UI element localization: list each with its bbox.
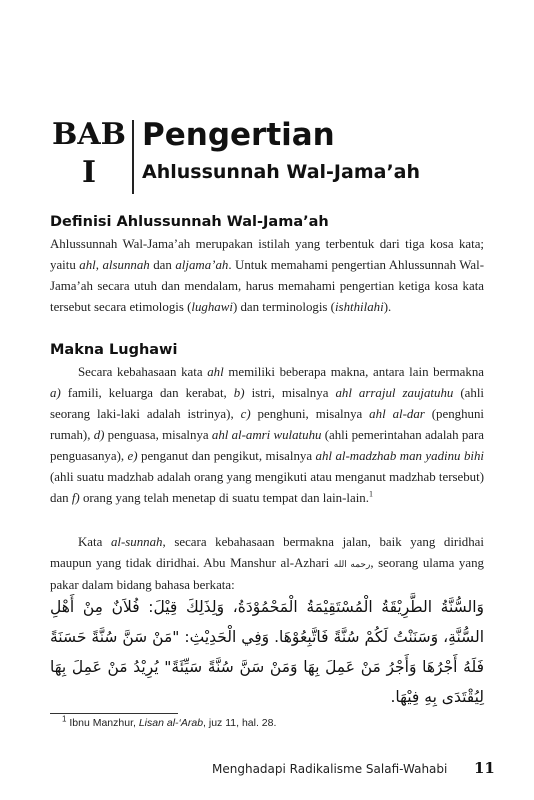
running-footer — [212, 760, 512, 780]
chapter-number: I — [81, 155, 97, 190]
honorific-glyph: رحمه الله — [333, 559, 371, 569]
paragraph-makna-ahl: Secara kebahasaan kata ahl memiliki beberapa makna, antara lain bermakna a) famili, keluarga dan kerabat, b) istri, misalnya ahl arrajul zaujatuhu (ahli seorang laki-laki adalah istrinya), c) penghuni, misalnya ahl al-dar (penghuni rumah), d) penguasa, misalnya ahl al-amri wulatuhu (ahli pemerintahan adalah para penguasanya), e) penganut dan pengikut, misalnya ahl al-madzhab man yadinu bihi (ahli suatu madzhab adalah orang yang mengikuti atau menganut madzhab tersebut) dan f) orang yang telah menetap di suatu tempat dan lain-lain.$^1$ — [50, 365, 485, 505]
chapter-label: BAB — [52, 117, 126, 152]
paragraph-makna-sunnah: Kata al-sunnah, secara kebahasaan bermakna jalan, baik yang diridhai maupun yang tidak diridhai. Abu Manshur al-Azhari رحمه الله, seorang ulama yang pakar dalam bidang bahasa berkata: — [50, 535, 484, 592]
chapter-title: Pengertian — [142, 117, 335, 153]
section-heading-definisi: Definisi Ahlussunnah Wal-Jama’ah — [50, 214, 329, 230]
section-heading-makna-lughawi: Makna Lughawi — [50, 342, 178, 358]
chapter-subtitle: Ahlussunnah Wal-Jama’ah — [142, 161, 421, 183]
chapter-divider — [132, 120, 134, 194]
chapter-heading — [50, 118, 490, 198]
footnote-ref[interactable]: 1 — [368, 489, 373, 499]
arabic-quote: وَالسُّنَّةُ الطَّرِيْقَةُ الْمُسْتَقِيْمَةُ الْمَحْمُوْدَةُ، وَلِذَلِكَ قِيْلَ: فُلاَنٌ مِنْ أَهْلِ السُّنَّةِ، وَسَنَنْتُ لَكُمْ سُنَّةً فَاتَّبِعُوْهَا. وَفِي الْحَدِيْثِ: "مَنْ سَنَّ سُنَّةً حَسَنَةً فَلَهُ أَجْرُهَا وَأَجْرُ مَنْ عَمِلَ بِهَا وَمَنْ سَنَّ سُنَّةً سَيِّئَةً" يُرِيْدُ مَنْ عَمِلَ بِهَا لِيُقْتَدَى بِهِ فِيْهَا. — [50, 598, 484, 706]
footnote: $^1$ Ibnu Manzhur, Lisan al-‘Arab, juz 11, hal. 28. — [62, 714, 277, 729]
page-number: 11 — [474, 759, 495, 777]
book-title: Menghadapi Radikalisme Salafi-Wahabi — [212, 762, 448, 776]
footnote-divider — [50, 713, 178, 714]
paragraph-definisi: Ahlussunnah Wal-Jama’ah merupakan istilah yang terbentuk dari tiga kosa kata; yaitu ahl, alsunnah dan aljama’ah. Untuk memahami pengertian Ahlussunnah Wal-Jama’ah secara utuh dan mendalam, harus memahami pengertian ketiga kosa kata tersebut secara etimologis (lughawi) dan terminologis (ishthilahi). — [50, 237, 485, 314]
